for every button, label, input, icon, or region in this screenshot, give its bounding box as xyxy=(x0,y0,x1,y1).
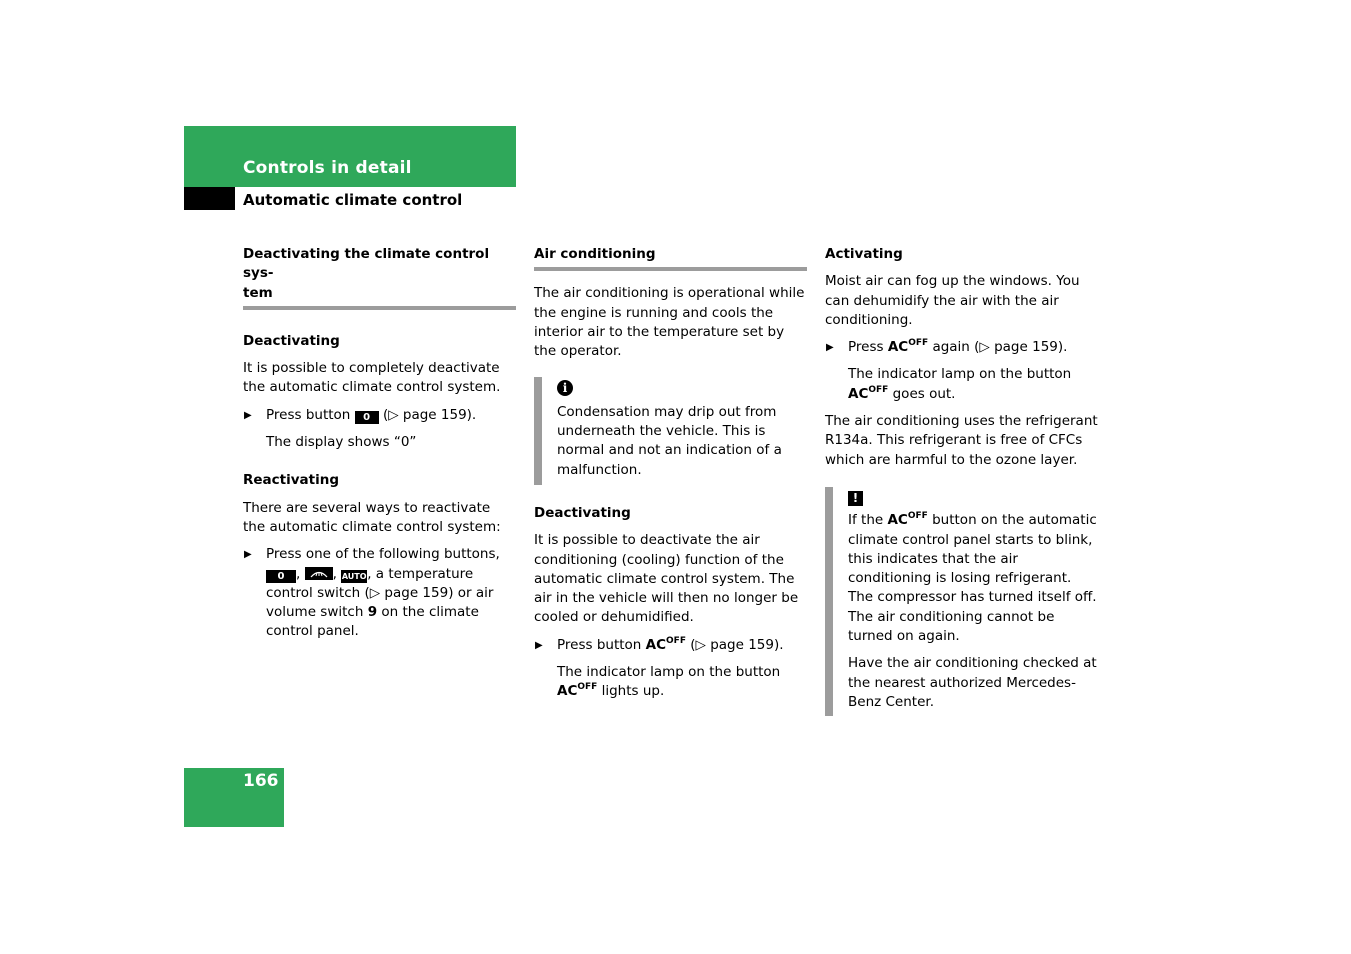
col1-react-step: ▶ Press one of the following buttons, 0 , , AUTO, a temperature control switch (▷ page 159) or air volume switch 9 on the climate control panel. xyxy=(244,546,500,640)
col1-deact-text: It is possible to completely deactivate the automatic climate control system. xyxy=(243,360,501,396)
section-title: Automatic climate control xyxy=(243,191,463,209)
col3-refrigerant-text: The air conditioning uses the refrigerant R134a. This refrigerant is free of CFCs which are harmful to the ozone layer. xyxy=(825,413,1098,468)
ac-off-button-label: $AC^{OFF}$ xyxy=(887,338,929,356)
ac-off-button-label: $AC^{OFF}$ xyxy=(848,384,889,402)
column-2 xyxy=(534,245,807,702)
triangle-bullet-icon: ▶ xyxy=(826,342,834,354)
col2-title: Air conditioning xyxy=(534,246,656,262)
ac-off-button-label: $AC^{OFF}$ xyxy=(645,635,686,653)
page-number: 166 xyxy=(243,771,279,791)
ac-off-button-label: $AC^{OFF}$ xyxy=(557,682,598,700)
col3-act-step: ▶ Press $AC^{OFF}$ again (▷ page 159). xyxy=(825,338,1098,357)
col1-title-rule xyxy=(243,306,516,310)
chapter-title: Controls in detail xyxy=(243,158,412,178)
section-marker xyxy=(184,187,235,210)
zero-button-icon: 0 xyxy=(355,411,379,424)
col1-deact-heading: Deactivating xyxy=(243,332,340,349)
col1-title xyxy=(243,245,516,303)
col2-note-text: Condensation may drip out from underneath the vehicle. This is normal and not an indication of a malfunction. xyxy=(557,403,782,478)
column-3 xyxy=(825,245,1098,716)
col2-title-rule xyxy=(534,267,807,271)
triangle-bullet-icon: ▶ xyxy=(244,409,252,421)
col3-warn-text: If the $AC^{OFF}$ button on the automatic climate control panel starts to blink, this indicates that the air conditioning is losing refrigerant. The compressor has turned itself off. The air conditioning cannot be turned on again. xyxy=(848,511,1097,645)
col2-deact-step: ▶ Press button $AC^{OFF}$ (▷ page 159). xyxy=(534,636,807,655)
col1-react-heading: Reactivating xyxy=(243,472,340,489)
col1-title-line2: tem xyxy=(243,284,273,301)
info-icon: i xyxy=(557,380,573,396)
zero-button-icon: 0 xyxy=(266,570,296,583)
col3-warning-note xyxy=(825,487,1098,716)
col3-act-result: The indicator lamp on the button $AC^{OFF}$ goes out. xyxy=(848,366,1072,402)
col2-info-note xyxy=(534,377,807,484)
col3-warn-text2: Have the air conditioning checked at the nearest authorized Mercedes-Benz Center. xyxy=(848,655,1097,710)
col1-deact-step: ▶ Press button 0 (▷ page 159). xyxy=(243,406,516,425)
triangle-bullet-icon: ▶ xyxy=(244,549,252,561)
col1-deact-result: The display shows “0” xyxy=(266,434,417,451)
warning-icon: ! xyxy=(848,491,863,506)
col2-deact-heading: Deactivating xyxy=(534,504,631,521)
ac-off-button-label: $AC^{OFF}$ xyxy=(887,511,928,529)
col2-deact-result: The indicator lamp on the button $AC^{OFF}$ lights up. xyxy=(557,664,781,700)
col3-act-text: Moist air can fog up the windows. You can dehumidify the air with the air conditioning. xyxy=(825,273,1080,328)
col3-act-heading: Activating xyxy=(825,246,903,262)
column-1 xyxy=(243,245,516,642)
auto-button-icon: AUTO xyxy=(341,571,367,581)
col2-intro: The air conditioning is operational while the engine is running and cools the interior air to the temperature set by the operator. xyxy=(534,285,805,360)
col1-react-text: There are several ways to reactivate the automatic climate control system: xyxy=(243,499,501,535)
col2-deact-text: It is possible to deactivate the air conditioning (cooling) function of the automatic climate control system. The air in the vehicle will then no longer be cooled or dehumidified. xyxy=(534,532,799,626)
triangle-bullet-icon: ▶ xyxy=(535,639,543,651)
switch-number: 9 xyxy=(367,604,378,621)
defrost-icon xyxy=(305,567,333,580)
col1-title-line1: Deactivating the climate control sys- xyxy=(243,246,490,282)
